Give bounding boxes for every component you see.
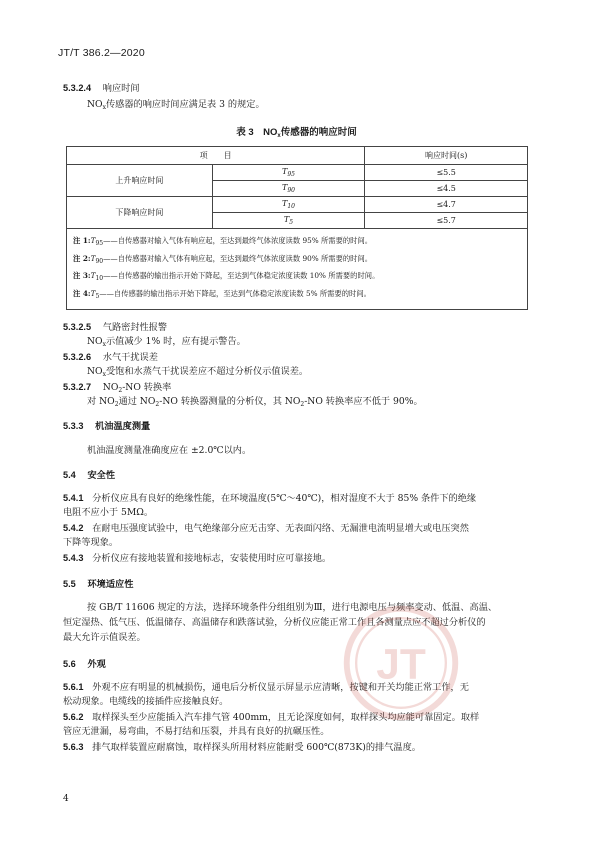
table-note: 注 $3:T_{10}——$自传感器的输出指示开始下降起，至达到气体稳定浓度读数 10% 所需要的时间。 [73,271,380,282]
symbol-cell: $T_5$ [212,213,365,229]
page-number: 4 [63,794,69,804]
stamp-text: JT [376,641,426,689]
section-5-3-2-4-body: $NO_x$传感器的响应时间应满足表 3 的规定。 [87,99,265,111]
standard-header: JT/T 386.2—2020 [58,47,145,59]
table-notes [67,229,528,310]
section-5-3-2-5-heading: 5.3.2.5 气路密封性报警 [63,322,168,333]
value-cell: ≤5.5 [365,165,528,181]
section-5-4-3-line1: 5.4.3 分析仪应有接地装置和接地标志，安装使用时应可靠接地。 [63,553,332,564]
section-5-6-3-line1: 5.6.3 排气取样装置应耐腐蚀，取样探头所用材料应能耐受 600℃(873K)的排气温度。 [63,742,421,753]
section-5-3-2-7-body: 对 $NO_2$通过 $NO_2-NO$ 转换器测量的分析仪，其 $NO_2-NO$ 转换率应不低于 90%。 [87,396,423,408]
table-note: 注 $1:T_{95}——$自传感器对输入气体有响应起，至达到最终气体浓度读数 95% 所需要的时间。 [73,236,373,247]
table-header-row [67,147,528,165]
section-5-3-3-body: 机油温度测量准确度应在 ±2.0℃以内。 [87,445,252,456]
table-note: 注 $2:T_{90}——$自传感器对输入气体有响应起，至达到最终气体浓度读数 90% 所需要的时间。 [73,253,373,265]
col-header-item: 项 目 [67,147,365,165]
section-5-6-2-line2: 管应无泄漏，易弯曲，不易打结和压裂，并具有良好的抗碾压性。 [63,726,330,737]
table-row [67,197,528,213]
section-5-3-2-6-body: $NO_x$受饱和水蒸气干扰误差应不超过分析仪示值误差。 [87,366,309,378]
section-5-4-1-line1: 5.4.1 分析仪应具有良好的绝缘性能，在环境温度(5℃～40℃)，相对湿度不大于 85% 条件下的绝缘 [63,493,477,504]
section-5-3-2-5-body: $NO_x$示值减少 1% 时，应有提示警告。 [87,336,246,348]
section-5-6-1-line1: 5.6.1 外观不应有明显的机械损伤，通电后分析仪显示屏显示应清晰，按键和开关均能正常工作，无 [63,682,469,693]
section-5-4-heading: 5.4 安全性 [63,470,116,480]
section-5-4-2-line2: 下降等现象。 [63,537,119,548]
section-5-6-2-line1: 5.6.2 取样探头至少应能插入汽车排气管 400mm，且无论深度如何，取样探头均应能可靠固定。取样 [63,712,480,723]
section-5-3-2-7-heading: 5.3.2.7 $NO_2-NO$ 转换率 [63,382,172,394]
col-header-time: 响应时间(s) [365,147,528,165]
rise-response-label: 上升响应时间 [67,165,213,197]
section-5-4-2-line1: 5.4.2 在耐电压强度试验中，电气绝缘部分应无击穿、无表面闪络、无漏泄电流明显增大或电压突然 [63,523,469,534]
section-5-5-line3: 最大允许示值误差。 [63,632,146,643]
section-5-6-heading: 5.6 外观 [63,659,106,669]
value-cell: ≤5.7 [365,213,528,229]
symbol-cell: $T_{90}$ [212,181,365,197]
section-5-5-line2: 恒定湿热、低气压、低温储存、高温储存和跌落试验，分析仪应能正常工作且各测量点应不超过分析仪的 [63,617,486,628]
symbol-cell: $T_{95}$ [212,165,365,181]
value-cell: ≤4.5 [365,181,528,197]
fall-response-label: 下降响应时间 [67,197,213,229]
table-note: 注 $4:T_5——$自传感器的输出指示开始下降起，至达到气体稳定浓度读数 5% 所需要的时间。 [73,288,371,300]
section-5-4-1-line2: 电阻不应小于 5MΩ。 [63,507,154,518]
jt-watermark-stamp-icon [342,604,460,722]
response-time-table [66,146,528,310]
symbol-cell: $T_{10}$ [212,197,365,213]
section-5-3-2-4-heading: 5.3.2.4 响应时间 [63,83,140,94]
section-5-6-1-line2: 松动现象。电缆线的接插件应接触良好。 [63,696,229,707]
table-row [67,165,528,181]
section-5-3-3-heading: 5.3.3 机油温度测量 [63,421,151,431]
table-3-caption: 表 3 $NO_x$传感器的响应时间 [236,127,357,139]
section-5-3-2-6-heading: 5.3.2.6 水气干扰误差 [63,352,158,363]
section-5-5-line1: 按 GB/T 11606 规定的方法，选择环境条件分组组别为Ⅲ，进行电源电压与频率变动、低温、高温、 [87,602,498,613]
value-cell: ≤4.7 [365,197,528,213]
section-5-5-heading: 5.5 环境适应性 [63,579,134,589]
table-notes-row [67,229,528,310]
